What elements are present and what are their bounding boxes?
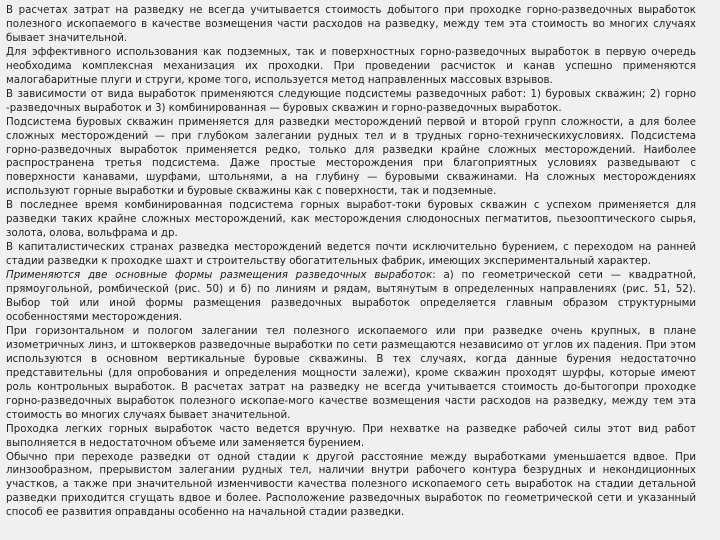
paragraph-horizontal-bedding: При горизонтальном и пологом залегании тел полезного ископаемого или при разведке очень крупных, в плане изометричных линз, и штокверков разведочные выработки по сети размещаются независимо от углов их падения. При этом используются в основном вертикальные буровые скважины. В тех случаях, когда данные бурения недостаточно представительны (для опробования и определения мощности залежи), кроме скважин проходят шурфы, которые имеют роль контрольных выработок. В расчетах затрат на разведку не всегда учитывается стоимость до-бытогопри проходке горно-разведочных выработок полезного ископае-мого качестве возмещения части расходов на разведку, между тем эта стоимость во многих случаях бывает значительной. (6, 324, 696, 421)
paragraph-subsystems: В зависимости от вида выработок применяются следующие подсистемы разведочных работ: 1) буровых скважин; 2) горно -разведочных выработок и 3) комбинированная — буровых скважин и горно-разведочных выработок. (6, 87, 696, 114)
document-body (6, 4, 696, 536)
paragraph-capitalist-countries: В капиталистических странах разведка месторождений ведется почти исключительно бурением, с переходом на ранней стадии разведки к проходке шахт и строительству обогатительных фабрик, имеющих экспериментальный характер. (6, 241, 696, 268)
placement-forms-emphasis: Применяются две основные формы размещения разведочных выработок (6, 269, 433, 282)
paragraph-stage-transition: Обычно при переходе разведки от одной стадии к другой расстояние между выработками уменьшается вдвое. При линзообразном, прерывистом залегании рудных тел, наличии внутри рабочего контура безрудных и некондиционных участков, а также при значительной изменчивости качества полезного ископаемого сеть выработок на стадии детальной разведки приходится сгущать вдвое и более. Расположение разведочных выработок по геометрической сети и указанный способ ее развития оправданы особенно на начальной стадии разведки. (6, 450, 696, 519)
paragraph-mechanization: Для эффективного использования как подземных, так и поверхностных горно-разведочных выработок в первую очередь необходима комплексная механизация их проходки. При проведении расчисток и канав успешно применяются малогабаритные плуги и струги, кроме того, используется метод направленных массовых взрывов. (6, 45, 696, 86)
paragraph-combined-subsystem: В последнее время комбинированная подсистема горных выработ-токи буровых скважин с успехом применяется для разведки таких крайне сложных месторождений, как месторождения слюдоносных пегматитов, пьезооптического сырья, золота, олова, вольфрама и др. (6, 199, 696, 240)
placement-forms-text: : а) по геометрической сети — квадратной, прямоугольной, ромбической (рис. 50) и б) по линиям и рядам, вытянутым в определенных направлениях (рис. 51, 52). Выбор той или иной формы размещения разведочных выработок определяется главным образом структурными особенностями месторождения. (6, 269, 696, 323)
paragraph-light-workings: Проходка легких горных выработок часто ведется вручную. При нехватке на разведке рабочей силы этот вид работ выполняется в недостаточном объеме или заменяется бурением. (6, 422, 696, 449)
paragraph-cost-note: В расчетах затрат на разведку не всегда учитывается стоимость добытого при проходке горно-разведочных выработок полезного ископаемого в качестве возмещения части расходов на разведку, между тем эта стоимость во многих случаях бывает значительной. (6, 4, 696, 44)
paragraph-drilling-subsystem: Подсистема буровых скважин применяется для разведки месторождений первой и второй групп сложности, а для более сложных месторождений — при глубоком залегании рудных тел и в трудных горно-техническихусловиях. Подсистема горно-разведочных выработок применяется редко, только для разведки крайне сложных месторождений. Наиболее распространена третья подсистема. Даже простые месторождения при благоприятных условиях разведывают с поверхности канавами, шурфами, штольнями, а на глубину — буровыми скважинами. На сложных месторождениях используют горные выработки и буровые скважины как с поверхности, так и подземные. (6, 115, 696, 198)
paragraph-placement-forms (6, 269, 696, 325)
